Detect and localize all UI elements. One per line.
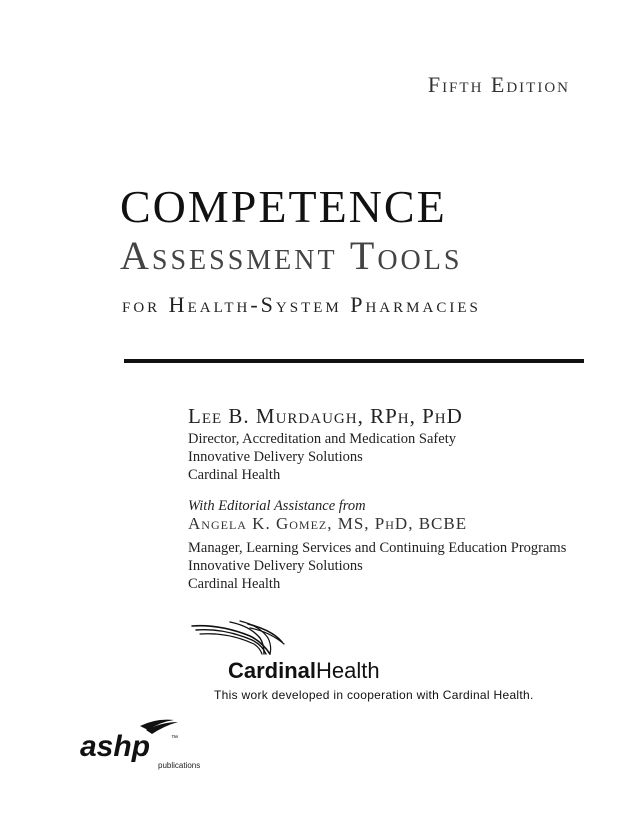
- author-affiliation: Director, Accreditation and Medication Safety: [188, 431, 456, 447]
- title-divider: [124, 359, 584, 363]
- cardinal-health-logo: CardinalHealth: [228, 658, 380, 683]
- author-name: Lee B. Murdaugh, RPh, PhD: [188, 404, 463, 428]
- ashp-publications-logo: [78, 716, 218, 772]
- ashp-publications-label: publications: [158, 761, 201, 770]
- editor-affiliation: Manager, Learning Services and Continuing Education Programs: [188, 540, 567, 556]
- author-affiliation: Cardinal Health: [188, 467, 281, 483]
- editorial-intro: With Editorial Assistance from: [188, 498, 366, 514]
- ashp-wordmark: ashp: [80, 730, 151, 763]
- title-line-2: Assessment Tools: [120, 233, 463, 278]
- cardinal-health-swoosh-icon: [190, 620, 290, 660]
- title-line-1: COMPETENCE: [120, 181, 447, 232]
- edition-label: Fifth Edition: [427, 72, 570, 97]
- editor-affiliation: Innovative Delivery Solutions: [188, 558, 363, 574]
- editor-name: Angela K. Gomez, MS, PhD, BCBE: [188, 514, 468, 533]
- editor-affiliation: Cardinal Health: [188, 576, 281, 592]
- author-affiliation: Innovative Delivery Solutions: [188, 449, 363, 465]
- ashp-trademark: ™: [171, 735, 178, 742]
- cooperation-note: This work developed in cooperation with Cardinal Health.: [214, 688, 534, 702]
- title-line-3: for Health-System Pharmacies: [122, 292, 481, 317]
